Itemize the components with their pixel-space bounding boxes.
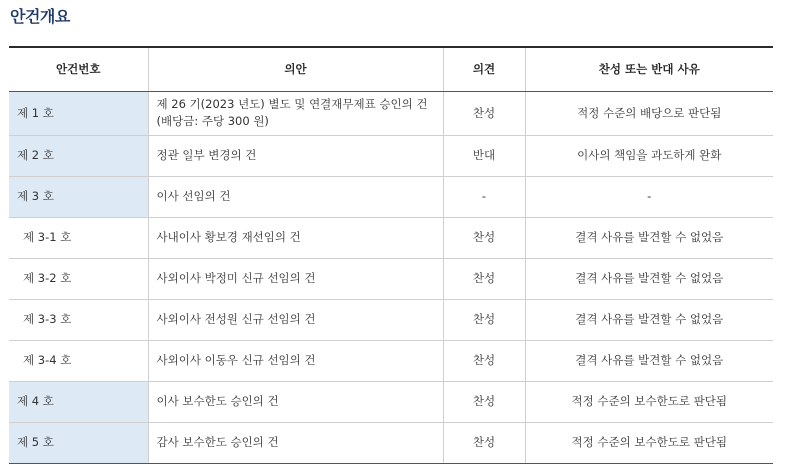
opinion-cell: 찬성 [443,381,525,422]
opinion-cell: 찬성 [443,299,525,340]
table-row [9,217,773,258]
opinion-cell: - [443,176,525,217]
opinion-cell: 찬성 [443,217,525,258]
agenda-number-cell: 제 1 호 [9,91,148,135]
table-row [9,299,773,340]
reason-cell: 적정 수준의 배당으로 판단됨 [525,91,773,135]
opinion-cell: 찬성 [443,340,525,381]
reason-cell: - [525,176,773,217]
table-row [9,135,773,176]
agenda-number-cell: 제 3-1 호 [9,217,148,258]
agenda-item-cell: 정관 일부 변경의 건 [148,135,443,176]
table-row [9,176,773,217]
agenda-item-cell: 사외이사 박정미 신규 선임의 건 [148,258,443,299]
table-row [9,258,773,299]
agenda-item-cell: 제 26 기(2023 년도) 별도 및 연결재무제표 승인의 건(배당금: 주당 300 원) [148,91,443,135]
agenda-item-cell: 감사 보수한도 승인의 건 [148,422,443,463]
reason-cell: 적정 수준의 보수한도로 판단됨 [525,422,773,463]
reason-cell: 결격 사유를 발견할 수 없었음 [525,340,773,381]
table-row [9,340,773,381]
header-reason: 찬성 또는 반대 사유 [525,47,773,91]
agenda-number-cell: 제 5 호 [9,422,148,463]
agenda-number-cell: 제 3-2 호 [9,258,148,299]
agenda-number-cell: 제 4 호 [9,381,148,422]
reason-cell: 결격 사유를 발견할 수 없었음 [525,217,773,258]
agenda-item-cell: 사외이사 전성원 신규 선임의 건 [148,299,443,340]
header-opinion: 의견 [443,47,525,91]
opinion-cell: 반대 [443,135,525,176]
table-header [9,47,773,91]
agenda-item-cell: 사내이사 황보경 재선임의 건 [148,217,443,258]
table-row [9,91,773,135]
agenda-number-cell: 제 3-3 호 [9,299,148,340]
reason-cell: 이사의 책임을 과도하게 완화 [525,135,773,176]
agenda-number-cell: 제 2 호 [9,135,148,176]
reason-cell: 적정 수준의 보수한도로 판단됨 [525,381,773,422]
opinion-cell: 찬성 [443,422,525,463]
agenda-number-cell: 제 3 호 [9,176,148,217]
reason-cell: 결격 사유를 발견할 수 없었음 [525,299,773,340]
table-row [9,422,773,463]
opinion-cell: 찬성 [443,258,525,299]
header-agenda-item: 의안 [148,47,443,91]
opinion-cell: 찬성 [443,91,525,135]
agenda-item-cell: 사외이사 이동우 신규 선임의 건 [148,340,443,381]
reason-cell: 결격 사유를 발견할 수 없었음 [525,258,773,299]
header-row [9,47,773,91]
agenda-item-cell: 이사 보수한도 승인의 건 [148,381,443,422]
table-body [9,91,773,463]
table-row [9,381,773,422]
agenda-table [9,46,773,464]
agenda-number-cell: 제 3-4 호 [9,340,148,381]
agenda-item-cell: 이사 선임의 건 [148,176,443,217]
section-title: 안건개요 [10,7,70,26]
header-agenda-number: 안건번호 [9,47,148,91]
